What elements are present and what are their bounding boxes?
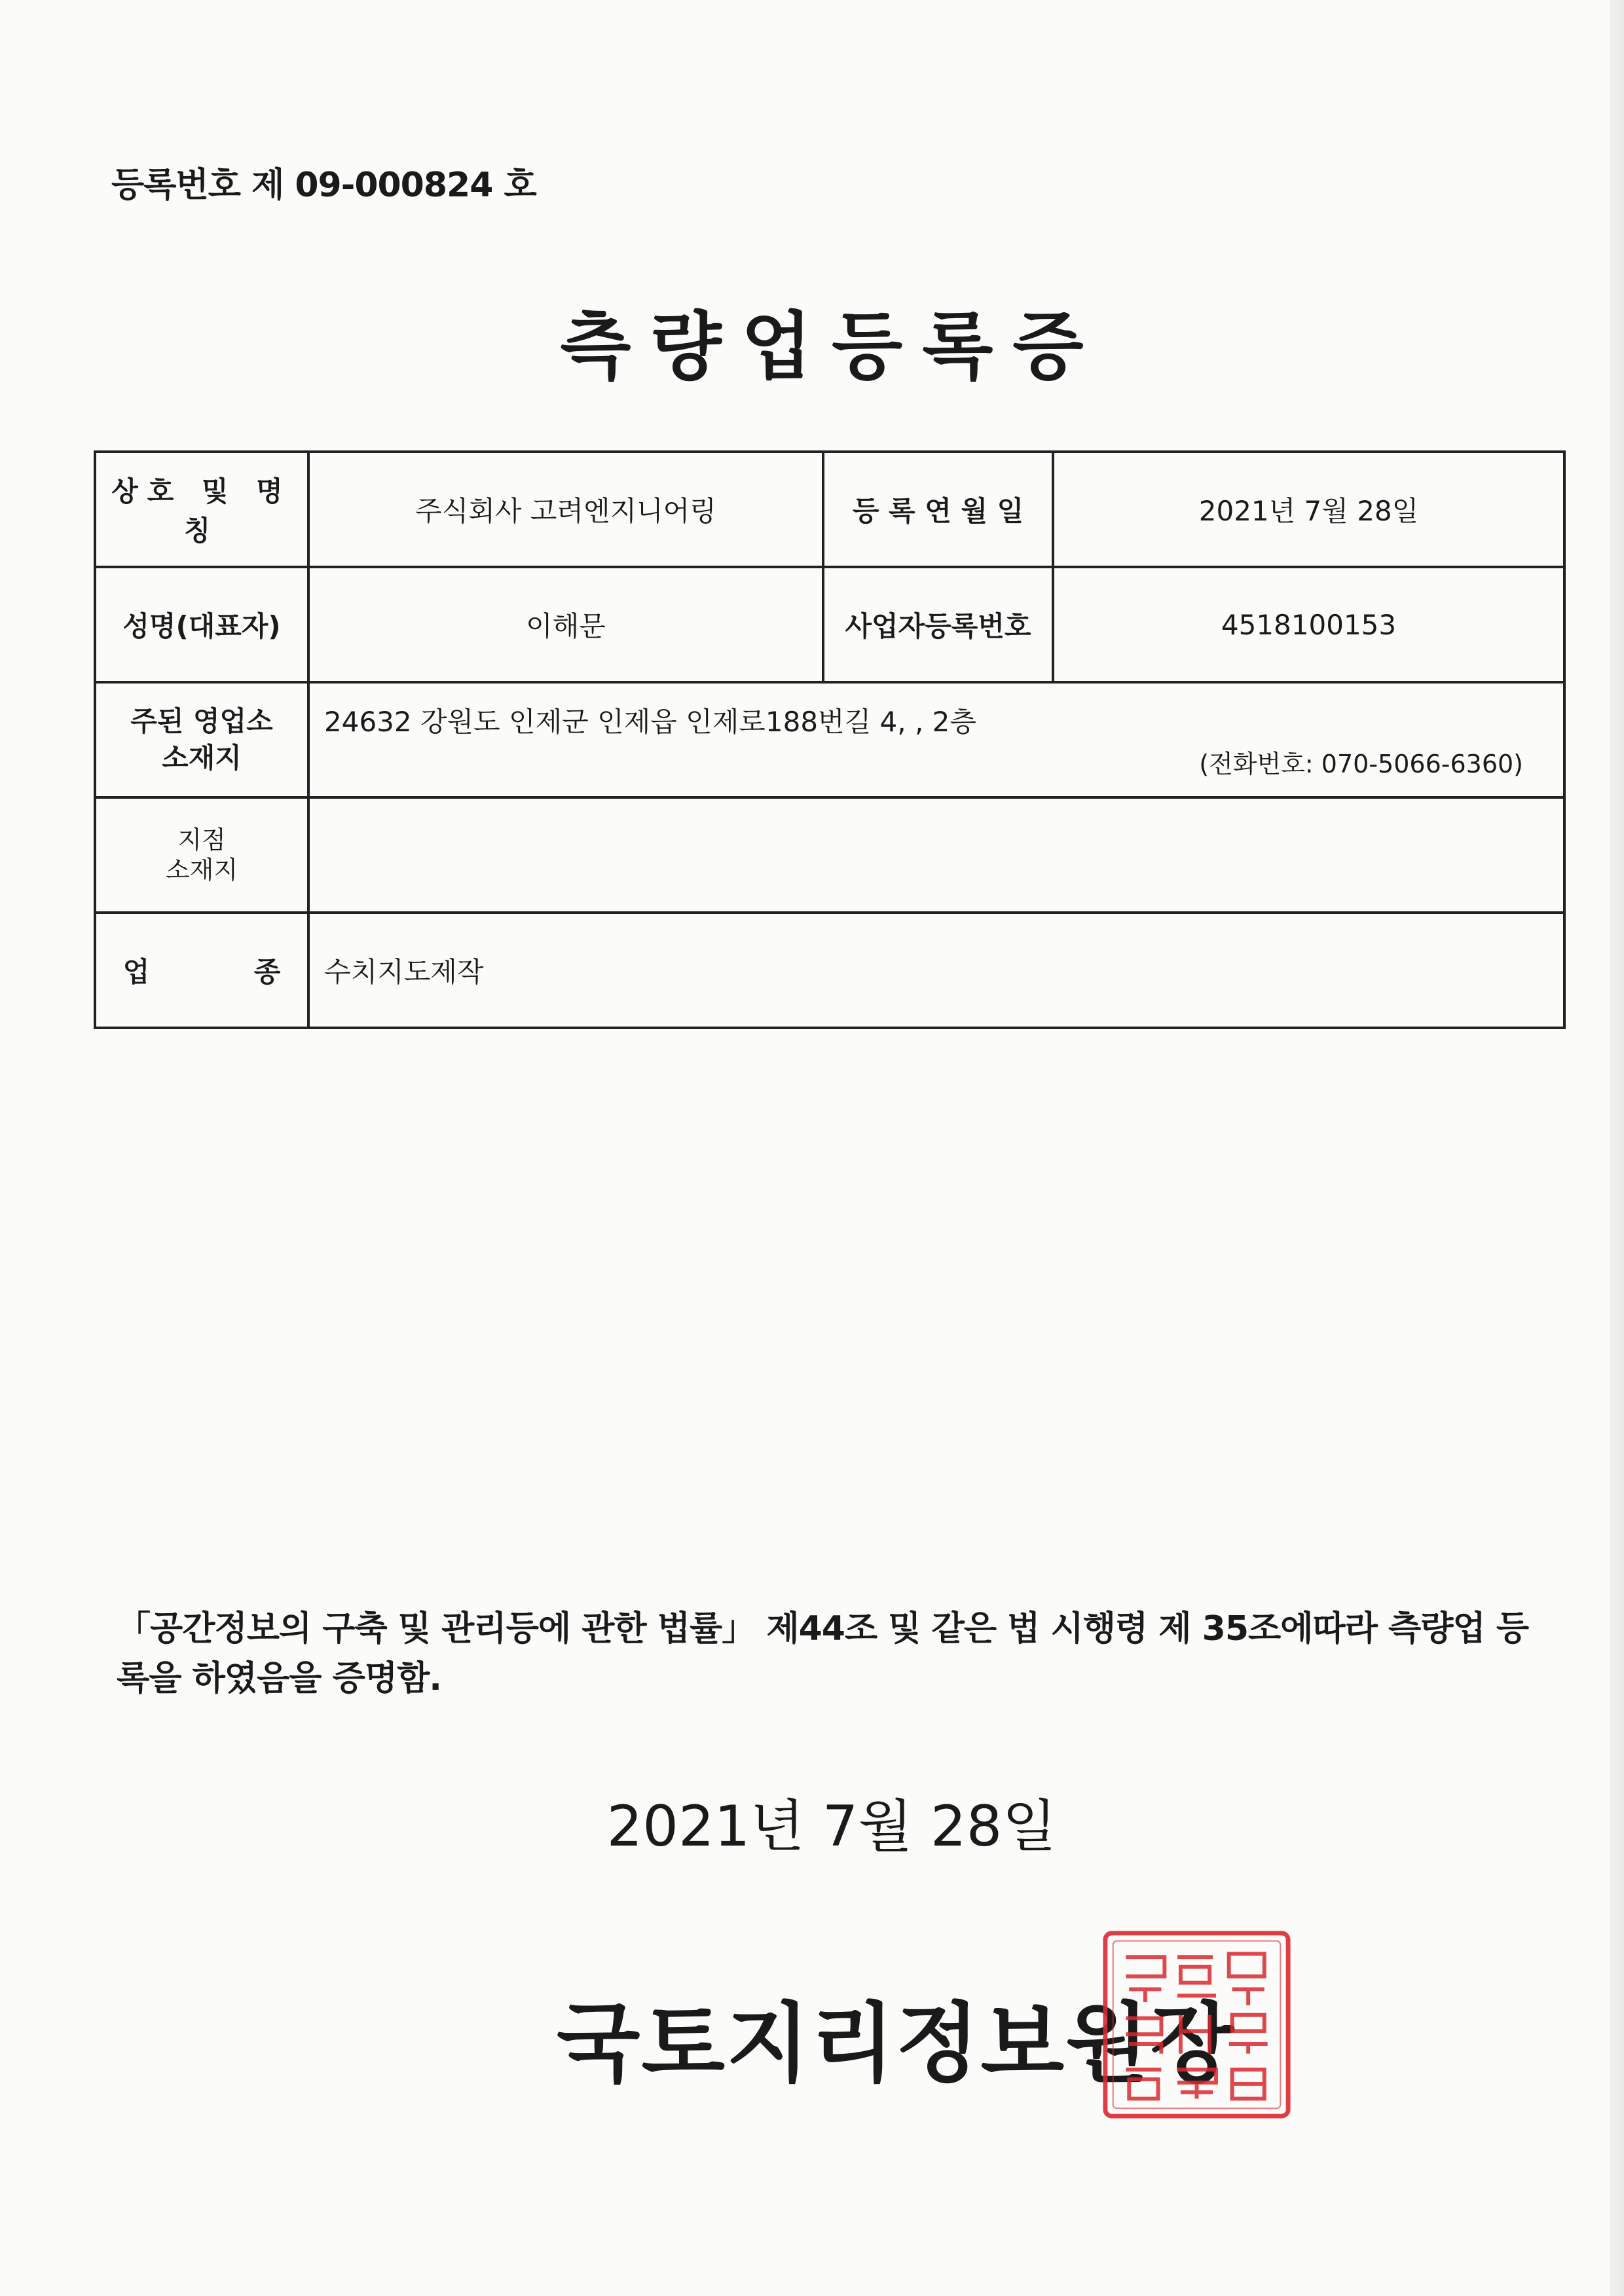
representative-value: 이해문 [308,567,823,682]
table-row-business-type [95,913,1564,1028]
business-number-label: 사업자등록번호 [823,567,1053,682]
table-row-branch [95,797,1564,913]
reg-date-label: 등 록 연 월 일 [823,452,1053,567]
address-value: 24632 강원도 인제군 인제읍 인제로188번길 4, , 2층 (전화번호: 070-5066-6360) [308,682,1564,797]
certification-statement: 「공간정보의 구축 및 관리등에 관한 법률」 제44조 및 같은 법 시행령 제 35조에따라 측량업 등록을 하였음을 증명함. [117,1609,1529,1698]
branch-value [308,797,1564,913]
reg-date-value: 2021년 7월 28일 [1053,452,1564,567]
issue-date: 2021년 7월 28일 [606,1794,1057,1859]
business-number-value: 4518100153 [1053,567,1564,682]
representative-label: 성명(대표자) [95,567,308,682]
business-type-label: 업 종 [95,913,308,1028]
issuer-name: 국토지리정보원장 [557,1994,1236,2094]
registration-number: 등록번호 제 09-000824 호 [111,166,536,205]
phone-number: (전화번호: 070-5066-6360) [1199,749,1523,778]
business-type-value: 수치지도제작 [308,913,1564,1028]
branch-label: 지점 소재지 [95,797,308,913]
address-label: 주된 영업소 소재지 [95,682,308,797]
company-value: 주식회사 고려엔지니어링 [308,452,823,567]
table-row-company [95,452,1564,567]
official-seal [1100,1928,1293,2121]
table-row-address [95,682,1564,797]
document-title: 측량업등록증 [560,304,1103,390]
table-row-representative [95,567,1564,682]
company-label: 상호 및 명칭 [95,452,308,567]
registration-info-table [94,450,1566,1029]
